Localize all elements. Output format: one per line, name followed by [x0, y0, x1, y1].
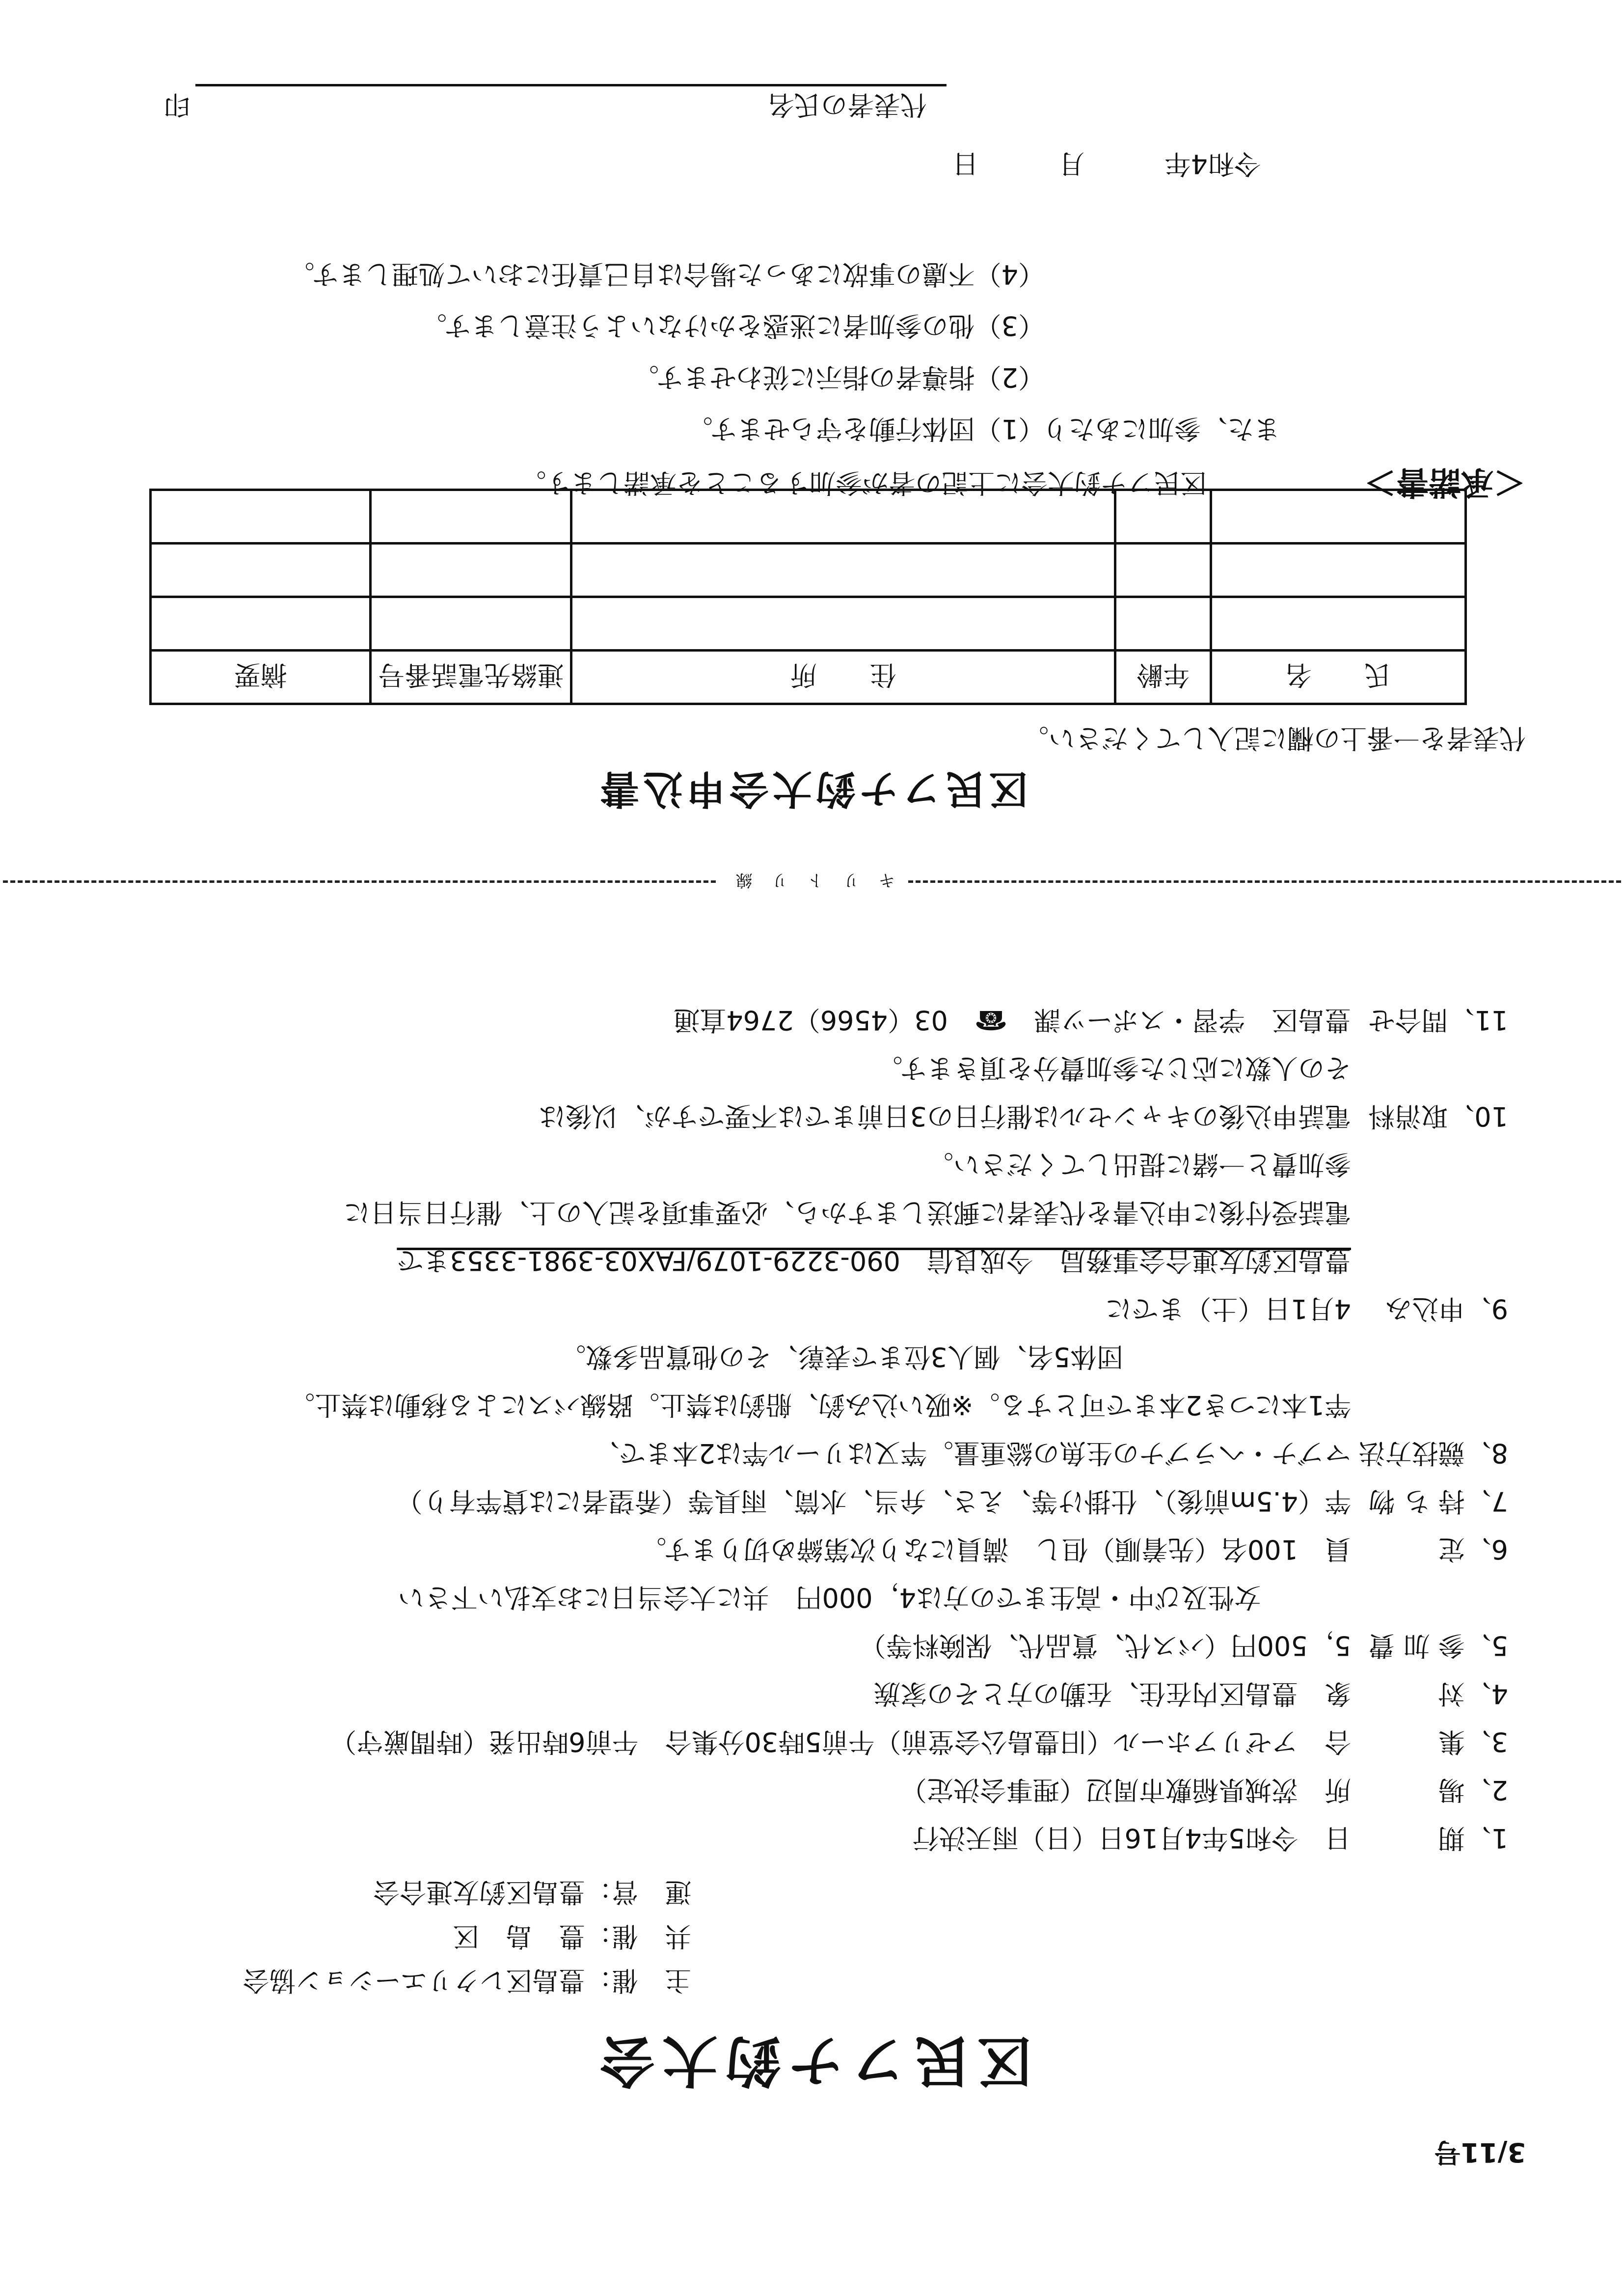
page-title: 区民フナ釣大会 [592, 2028, 1032, 2092]
form-title: 区民フナ釣大会申込書 [596, 766, 1028, 812]
detail-continuation: 竿1本につき2本まで可とする。※吸い込み釣、船釣は禁止。路線バスによる移動は禁止。 [288, 1390, 1351, 1421]
operator-line: 運 営：豊島区釣友連合会 [373, 1877, 691, 1908]
issue-number: 3/11号 [1434, 2137, 1526, 2168]
table-header-row [151, 651, 1466, 704]
dashed-rule [3, 881, 716, 883]
detail-item: 8、競技方法マブナ・ヘラブナの生魚の総重量。竿又はリール竿は2本まで、 [593, 1438, 1508, 1469]
detail-item: 6、定員 100名（先着順）但し 満員になり次第締め切ります。 [640, 1534, 1508, 1565]
detail-item: 11、問合せ豊島区 学習・スポーツ課 ☎ 03（4566）2764直通 [673, 1005, 1508, 1036]
detail-continuation: 女性及び中・高生までの方は4，000円 共に大会当日にお支払い下さい [398, 1582, 1261, 1613]
signature-date: 令和4年 月 日 [952, 148, 1261, 179]
cut-line-label: キ リ ト リ 線 [729, 870, 895, 890]
organizer-line: 主 催：豊島区レクリエーション協会 [243, 1965, 691, 1996]
address-cell[interactable] [571, 597, 1115, 651]
col-phone-header: 連絡先電話番号 [371, 651, 571, 704]
address-cell[interactable] [571, 544, 1115, 597]
detail-continuation: 参加費と一緒に提出してください。 [927, 1149, 1351, 1180]
consent-item: （2）指導者の指示に従わせます。 [632, 362, 1045, 393]
col-address-header: 住 所 [571, 651, 1115, 704]
co-organizer-line: 共 催：豊 島 区 [453, 1921, 691, 1952]
notes-cell[interactable] [151, 597, 371, 651]
phone-cell[interactable] [371, 597, 571, 651]
detail-item: 1、期日 令和5年4月16日（日）雨天決行 [912, 1823, 1508, 1854]
notes-cell[interactable] [151, 490, 371, 544]
detail-item: 9、申込み4月1日（土）までに [1105, 1293, 1508, 1324]
name-cell[interactable] [1211, 544, 1465, 597]
table-row [151, 544, 1466, 597]
representative-name-label: 代表者の氏名 [768, 89, 927, 120]
entry-table [149, 489, 1467, 705]
detail-item: 7、持 ち 物竿（4.5m前後）、仕掛け等、えさ、弁当、水筒、雨具等（希望者には貸竿有り） [396, 1486, 1508, 1517]
signature-line[interactable] [195, 84, 947, 86]
notes-cell[interactable] [151, 544, 371, 597]
detail-continuation: 電話受付後に申込書を代表者に郵送しますから、必要事項を記入の上、催行日当日に [344, 1197, 1351, 1228]
detail-item: 3、集合 アゼリアホール（旧豊島公会堂前）午前5時30分集合 午前6時出発（時間厳守） [330, 1726, 1508, 1757]
contact-line: 豊島区釣友連合会事務局 今成良信 090-3229-1079/FAX03-3981-3353まで [397, 1245, 1351, 1276]
consent-item: （3）他の参加者に迷惑をかけないよう注意します。 [420, 310, 1045, 341]
dashed-rule [908, 881, 1621, 883]
col-name-header: 氏 名 [1211, 651, 1465, 704]
age-cell[interactable] [1115, 597, 1211, 651]
consent-item: （1）団体行動を守らせます。 [686, 413, 1045, 444]
phone-cell[interactable] [371, 544, 571, 597]
consent-heading: ＜承諾書＞ [1364, 464, 1526, 501]
age-cell[interactable] [1115, 544, 1211, 597]
consent-lead: また、参加にあたり [1042, 413, 1280, 444]
cut-line [0, 867, 1624, 897]
col-age-header: 年齢 [1115, 651, 1211, 704]
detail-continuation: 団体5名、個人3位まで表彰、その他賞品多数。 [559, 1341, 1123, 1372]
detail-item: 5、参 加 費5，500円（バス代、賞品代、保険料等） [859, 1630, 1508, 1661]
col-notes-header: 摘要 [151, 651, 371, 704]
consent-item: （4）不慮の事故にあった場合は自己責任において処理します。 [288, 259, 1045, 290]
detail-continuation: その人数に応じた参加費分を頂きます。 [876, 1053, 1351, 1084]
detail-item: 2、場所 茨城県稲敷市周辺（理事会決定） [900, 1775, 1508, 1805]
consent-text: 区民フナ釣大会に上記の者が参加することを承諾します。 [519, 467, 1207, 498]
form-note: 代表者を一番上の欄に記入してください。 [1022, 723, 1526, 754]
seal-mark: 印 [164, 89, 190, 120]
detail-item: 10、取消料電話申込後のキャンセルは催行日の3日前までは不要ですが、以後は [539, 1101, 1508, 1132]
table-row [151, 597, 1466, 651]
name-cell[interactable] [1211, 597, 1465, 651]
detail-item: 4、対象 豊島区内在住、在勤の方とその家族 [874, 1678, 1508, 1709]
